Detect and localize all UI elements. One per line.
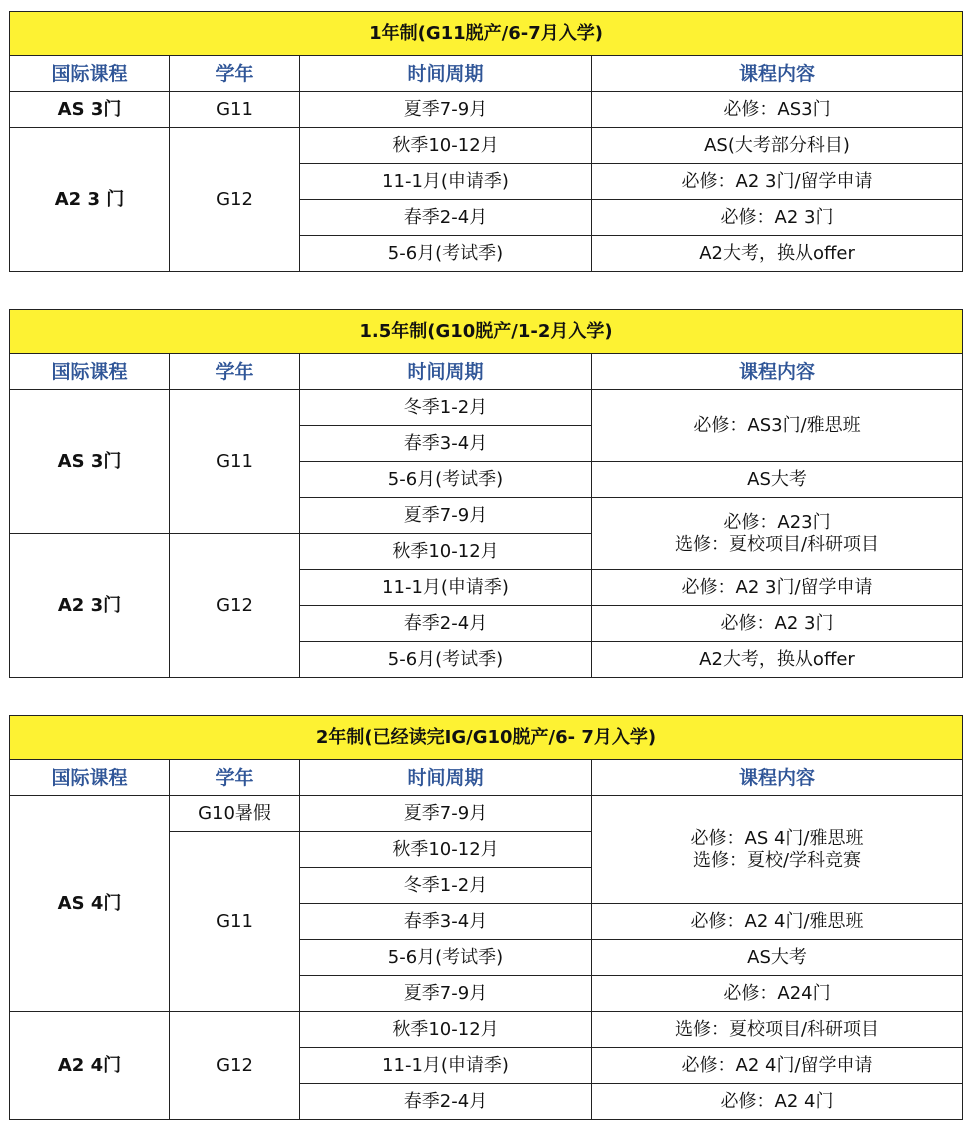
content-cell <box>592 796 963 904</box>
period-cell: 秋季10-12月 <box>300 1012 592 1048</box>
period-cell: 5-6月(考试季) <box>300 462 592 498</box>
year-cell: G12 <box>170 1012 300 1120</box>
period-cell: 秋季10-12月 <box>300 128 592 164</box>
content-cell: 选修：夏校项目/科研项目 <box>592 1012 963 1048</box>
period-cell: 5-6月(考试季) <box>300 940 592 976</box>
header-content: 课程内容 <box>592 760 963 796</box>
header-content: 课程内容 <box>592 354 963 390</box>
content-line: 必修：A23门 <box>723 511 831 533</box>
header-content: 课程内容 <box>592 56 963 92</box>
header-course: 国际课程 <box>10 760 170 796</box>
content-cell: 必修：A2 4门 <box>592 1084 963 1120</box>
period-cell: 5-6月(考试季) <box>300 642 592 678</box>
header-period: 时间周期 <box>300 56 592 92</box>
period-cell: 冬季1-2月 <box>300 390 592 426</box>
period-cell: 春季3-4月 <box>300 426 592 462</box>
course-cell: AS 3门 <box>10 92 170 128</box>
content-cell: A2大考，换从offer <box>592 236 963 272</box>
course-cell: A2 3门 <box>10 534 170 678</box>
period-cell: 秋季10-12月 <box>300 534 592 570</box>
header-year: 学年 <box>170 56 300 92</box>
period-cell: 夏季7-9月 <box>300 796 592 832</box>
table-title: 1.5年制(G10脱产/1-2月入学) <box>10 310 963 354</box>
content-cell: A2大考，换从offer <box>592 642 963 678</box>
content-cell: 必修：A2 3门/留学申请 <box>592 164 963 200</box>
year-cell: G11 <box>170 92 300 128</box>
course-cell: A2 4门 <box>10 1012 170 1120</box>
header-period: 时间周期 <box>300 760 592 796</box>
course-cell: A2 3 门 <box>10 128 170 272</box>
content-cell: 必修：AS3门/雅思班 <box>592 390 963 462</box>
content-cell: 必修：A2 4门/雅思班 <box>592 904 963 940</box>
content-cell: 必修：AS3门 <box>592 92 963 128</box>
content-cell: 必修：A2 3门 <box>592 606 963 642</box>
content-cell: AS大考 <box>592 462 963 498</box>
table-title: 1年制(G11脱产/6-7月入学) <box>10 12 963 56</box>
header-course: 国际课程 <box>10 354 170 390</box>
content-cell <box>592 498 963 570</box>
content-cell: AS(大考部分科目) <box>592 128 963 164</box>
course-cell: AS 3门 <box>10 390 170 534</box>
period-cell: 5-6月(考试季) <box>300 236 592 272</box>
period-cell: 夏季7-9月 <box>300 92 592 128</box>
content-cell: 必修：A24门 <box>592 976 963 1012</box>
period-cell: 11-1月(申请季) <box>300 570 592 606</box>
schedule-table-2-year <box>9 715 963 1120</box>
schedule-table-1-year <box>9 11 963 272</box>
content-cell: AS大考 <box>592 940 963 976</box>
year-cell: G12 <box>170 128 300 272</box>
content-cell: 必修：A2 3门/留学申请 <box>592 570 963 606</box>
content-cell: 必修：A2 3门 <box>592 200 963 236</box>
period-cell: 11-1月(申请季) <box>300 1048 592 1084</box>
period-cell: 春季2-4月 <box>300 1084 592 1120</box>
table-title: 2年制(已经读完IG/G10脱产/6- 7月入学) <box>10 716 963 760</box>
content-line: 选修：夏校项目/科研项目 <box>674 533 880 555</box>
period-cell: 春季2-4月 <box>300 200 592 236</box>
period-cell: 春季3-4月 <box>300 904 592 940</box>
year-cell: G12 <box>170 534 300 678</box>
period-cell: 春季2-4月 <box>300 606 592 642</box>
period-cell: 秋季10-12月 <box>300 832 592 868</box>
course-cell: AS 4门 <box>10 796 170 1012</box>
header-course: 国际课程 <box>10 56 170 92</box>
year-cell: G10暑假 <box>170 796 300 832</box>
year-cell: G11 <box>170 390 300 534</box>
period-cell: 11-1月(申请季) <box>300 164 592 200</box>
header-year: 学年 <box>170 760 300 796</box>
content-line: 选修：夏校/学科竞赛 <box>692 849 862 871</box>
period-cell: 夏季7-9月 <box>300 976 592 1012</box>
period-cell: 夏季7-9月 <box>300 498 592 534</box>
header-period: 时间周期 <box>300 354 592 390</box>
period-cell: 冬季1-2月 <box>300 868 592 904</box>
content-cell: 必修：A2 4门/留学申请 <box>592 1048 963 1084</box>
content-line: 必修：AS 4门/雅思班 <box>690 827 864 849</box>
year-cell: G11 <box>170 832 300 1012</box>
schedule-table-1-5-year <box>9 309 963 678</box>
header-year: 学年 <box>170 354 300 390</box>
